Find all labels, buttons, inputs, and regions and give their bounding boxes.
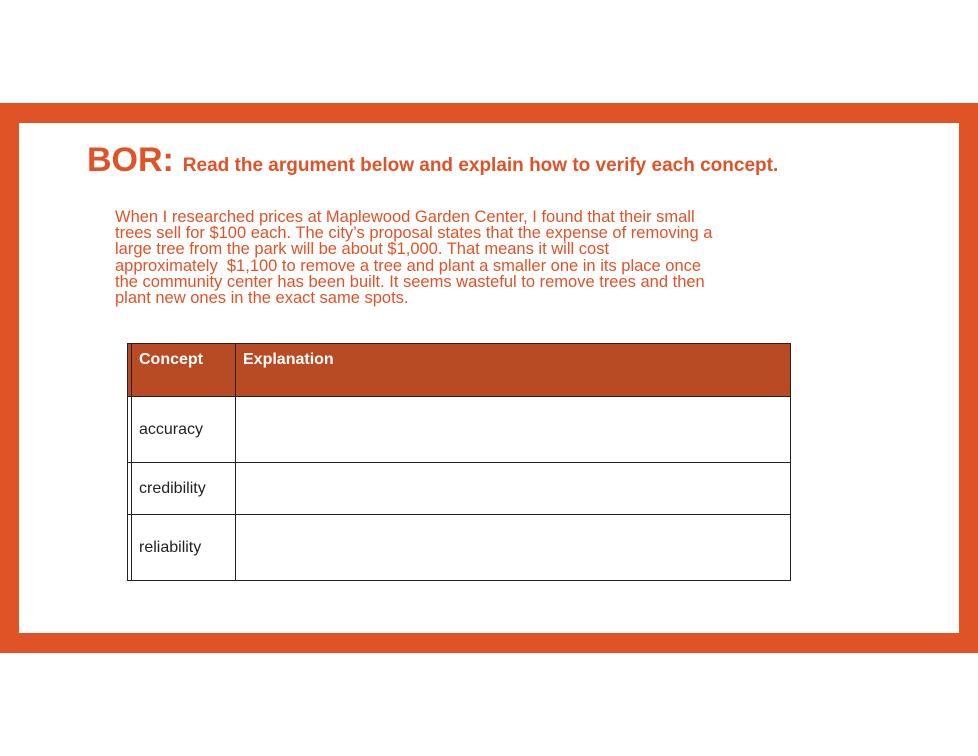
- argument-line: When I researched prices at Maplewood Garden Center, I found that their small: [115, 208, 695, 226]
- concept-cell: reliability: [132, 515, 236, 581]
- explanation-cell[interactable]: [236, 515, 791, 581]
- argument-line: the community center has been built. It seems wasteful to remove trees and then: [115, 272, 705, 291]
- concept-cell: credibility: [132, 463, 236, 515]
- concept-cell: accuracy: [132, 397, 236, 463]
- argument-line: trees sell for $100 each. The city’s proposal states that the expense of removing a: [115, 224, 713, 243]
- table-header-row: [128, 344, 791, 397]
- explanation-cell[interactable]: [236, 463, 791, 515]
- table-row: [128, 397, 791, 463]
- argument-line: large tree from the park will be about $1,000. That means it will cost: [115, 240, 610, 259]
- column-header-concept: Concept: [132, 344, 236, 397]
- column-header-explanation: Explanation: [236, 344, 791, 397]
- table-row: [128, 515, 791, 581]
- argument-line: plant new ones in the exact same spots.: [115, 289, 409, 308]
- concept-table: [127, 343, 791, 581]
- argument-line: approximately $1,100 to remove a tree and plant a smaller one in its place once: [115, 256, 702, 275]
- heading-label: BOR:: [87, 141, 174, 179]
- heading-instruction: Read the argument below and explain how to verify each concept.: [182, 155, 779, 176]
- slide-heading: [87, 141, 778, 180]
- table-row: [128, 463, 791, 515]
- argument-paragraph: [115, 209, 775, 306]
- explanation-cell[interactable]: [236, 397, 791, 463]
